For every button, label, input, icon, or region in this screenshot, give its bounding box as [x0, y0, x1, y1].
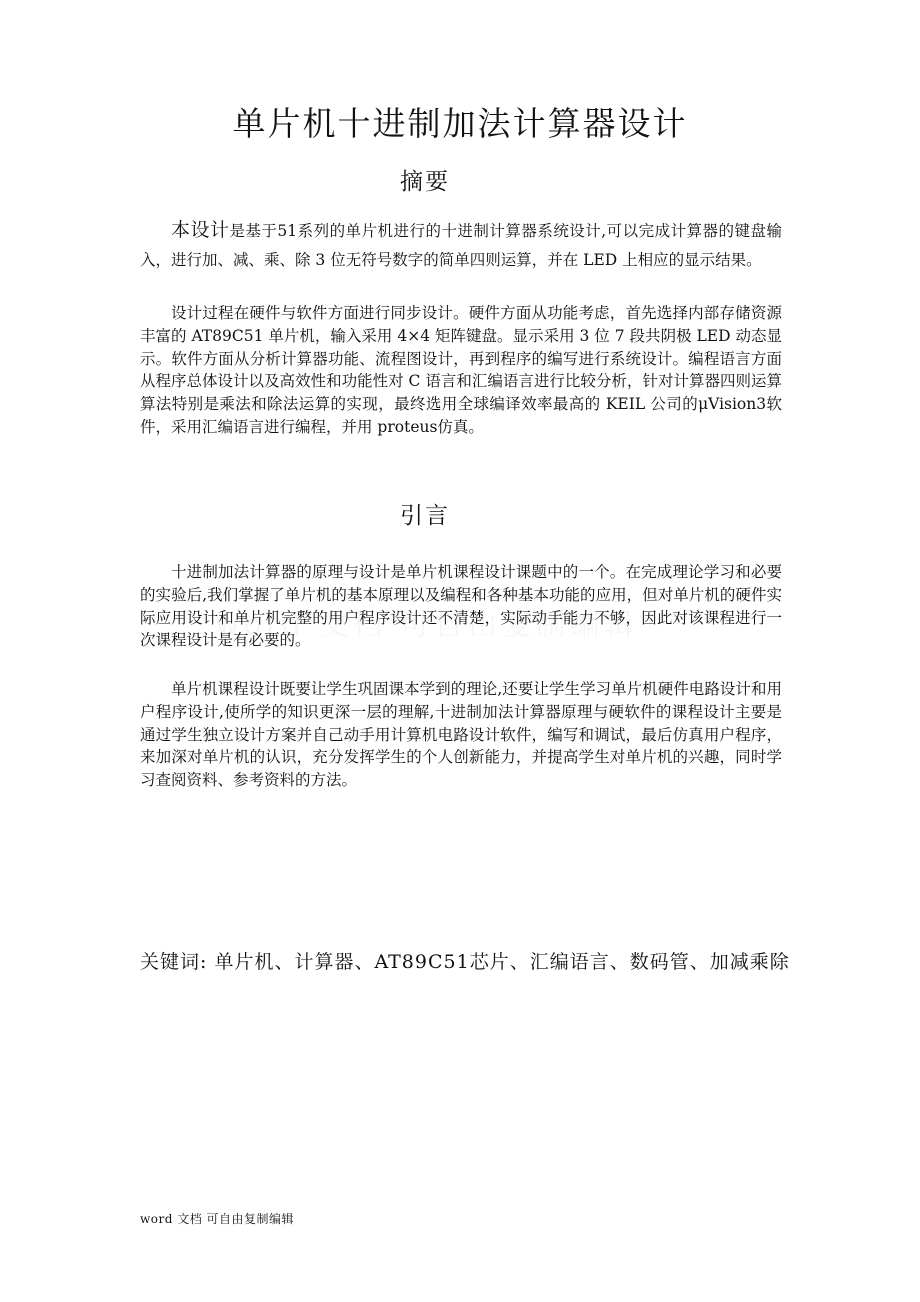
abstract-paragraph-1-lead: 本设计 [171, 219, 230, 241]
abstract-heading: 摘要 [400, 169, 450, 195]
abstract-paragraph-1 [140, 216, 782, 275]
abstract-paragraph-1-body: 是基于51系列的单片机进行的十进制计算器系统设计,可以完成计算器的键盘输入，进行加、减、乘、除 3 位无符号数字的简单四则运算，并在 LED 上相应的显示结果。 [140, 222, 782, 269]
footer-note: word 文档 可自由复制编辑 [140, 1212, 295, 1226]
introduction-paragraph-2: 单片机课程设计既要让学生巩固课本学到的理论,还要让学生学习单片机硬件电路设计和用户程序设计,使所学的知识更深一层的理解,十进制加法计算器原理与硬软件的课程设计主要是通过学生独立设计方案并自己动手用计算机电路设计软件，编写和调试，最后仿真用户程序，来加深对单片机的认识，充分发挥学生的个人创新能力，并提高学生对单片机的兴趣，同时学习查阅资料、参考资料的方法。 [140, 680, 782, 790]
keywords-line: 关键词: 单片机、计算器、AT89C51芯片、汇编语言、数码管、加减乘除 [140, 951, 790, 973]
abstract-paragraph-2: 设计过程在硬件与软件方面进行同步设计。硬件方面从功能考虑，首先选择内部存储资源丰富的 AT89C51 单片机，输入采用 4×4 矩阵键盘。显示采用 3 位 7 段共阴极 LED 动态显示。软件方面从分析计算器功能、流程图设计，再到程序的编写进行系统设计。编程语言方面从程序总体设计以及高效性和功能性对 C 语言和汇编语言进行比较分析，针对计算器四则运算算法特别是乘法和除法运算的实现，最终选用全球编译效率最高的 KEIL 公司的μVision3软件，采用汇编语言进行编程，并用 proteus仿真。 [140, 304, 782, 436]
document-title: 单片机十进制加法计算器设计 [232, 104, 688, 143]
introduction-heading: 引言 [400, 503, 450, 529]
introduction-paragraph-1: 十进制加法计算器的原理与设计是单片机课程设计课题中的一个。在完成理论学习和必要的实验后,我们掌握了单片机的基本原理以及编程和各种基本功能的应用，但对单片机的硬件实际应用设计和单片机完整的用户程序设计还不清楚，实际动手能力不够，因此对该课程进行一次课程设计是有必要的。 [140, 563, 782, 650]
